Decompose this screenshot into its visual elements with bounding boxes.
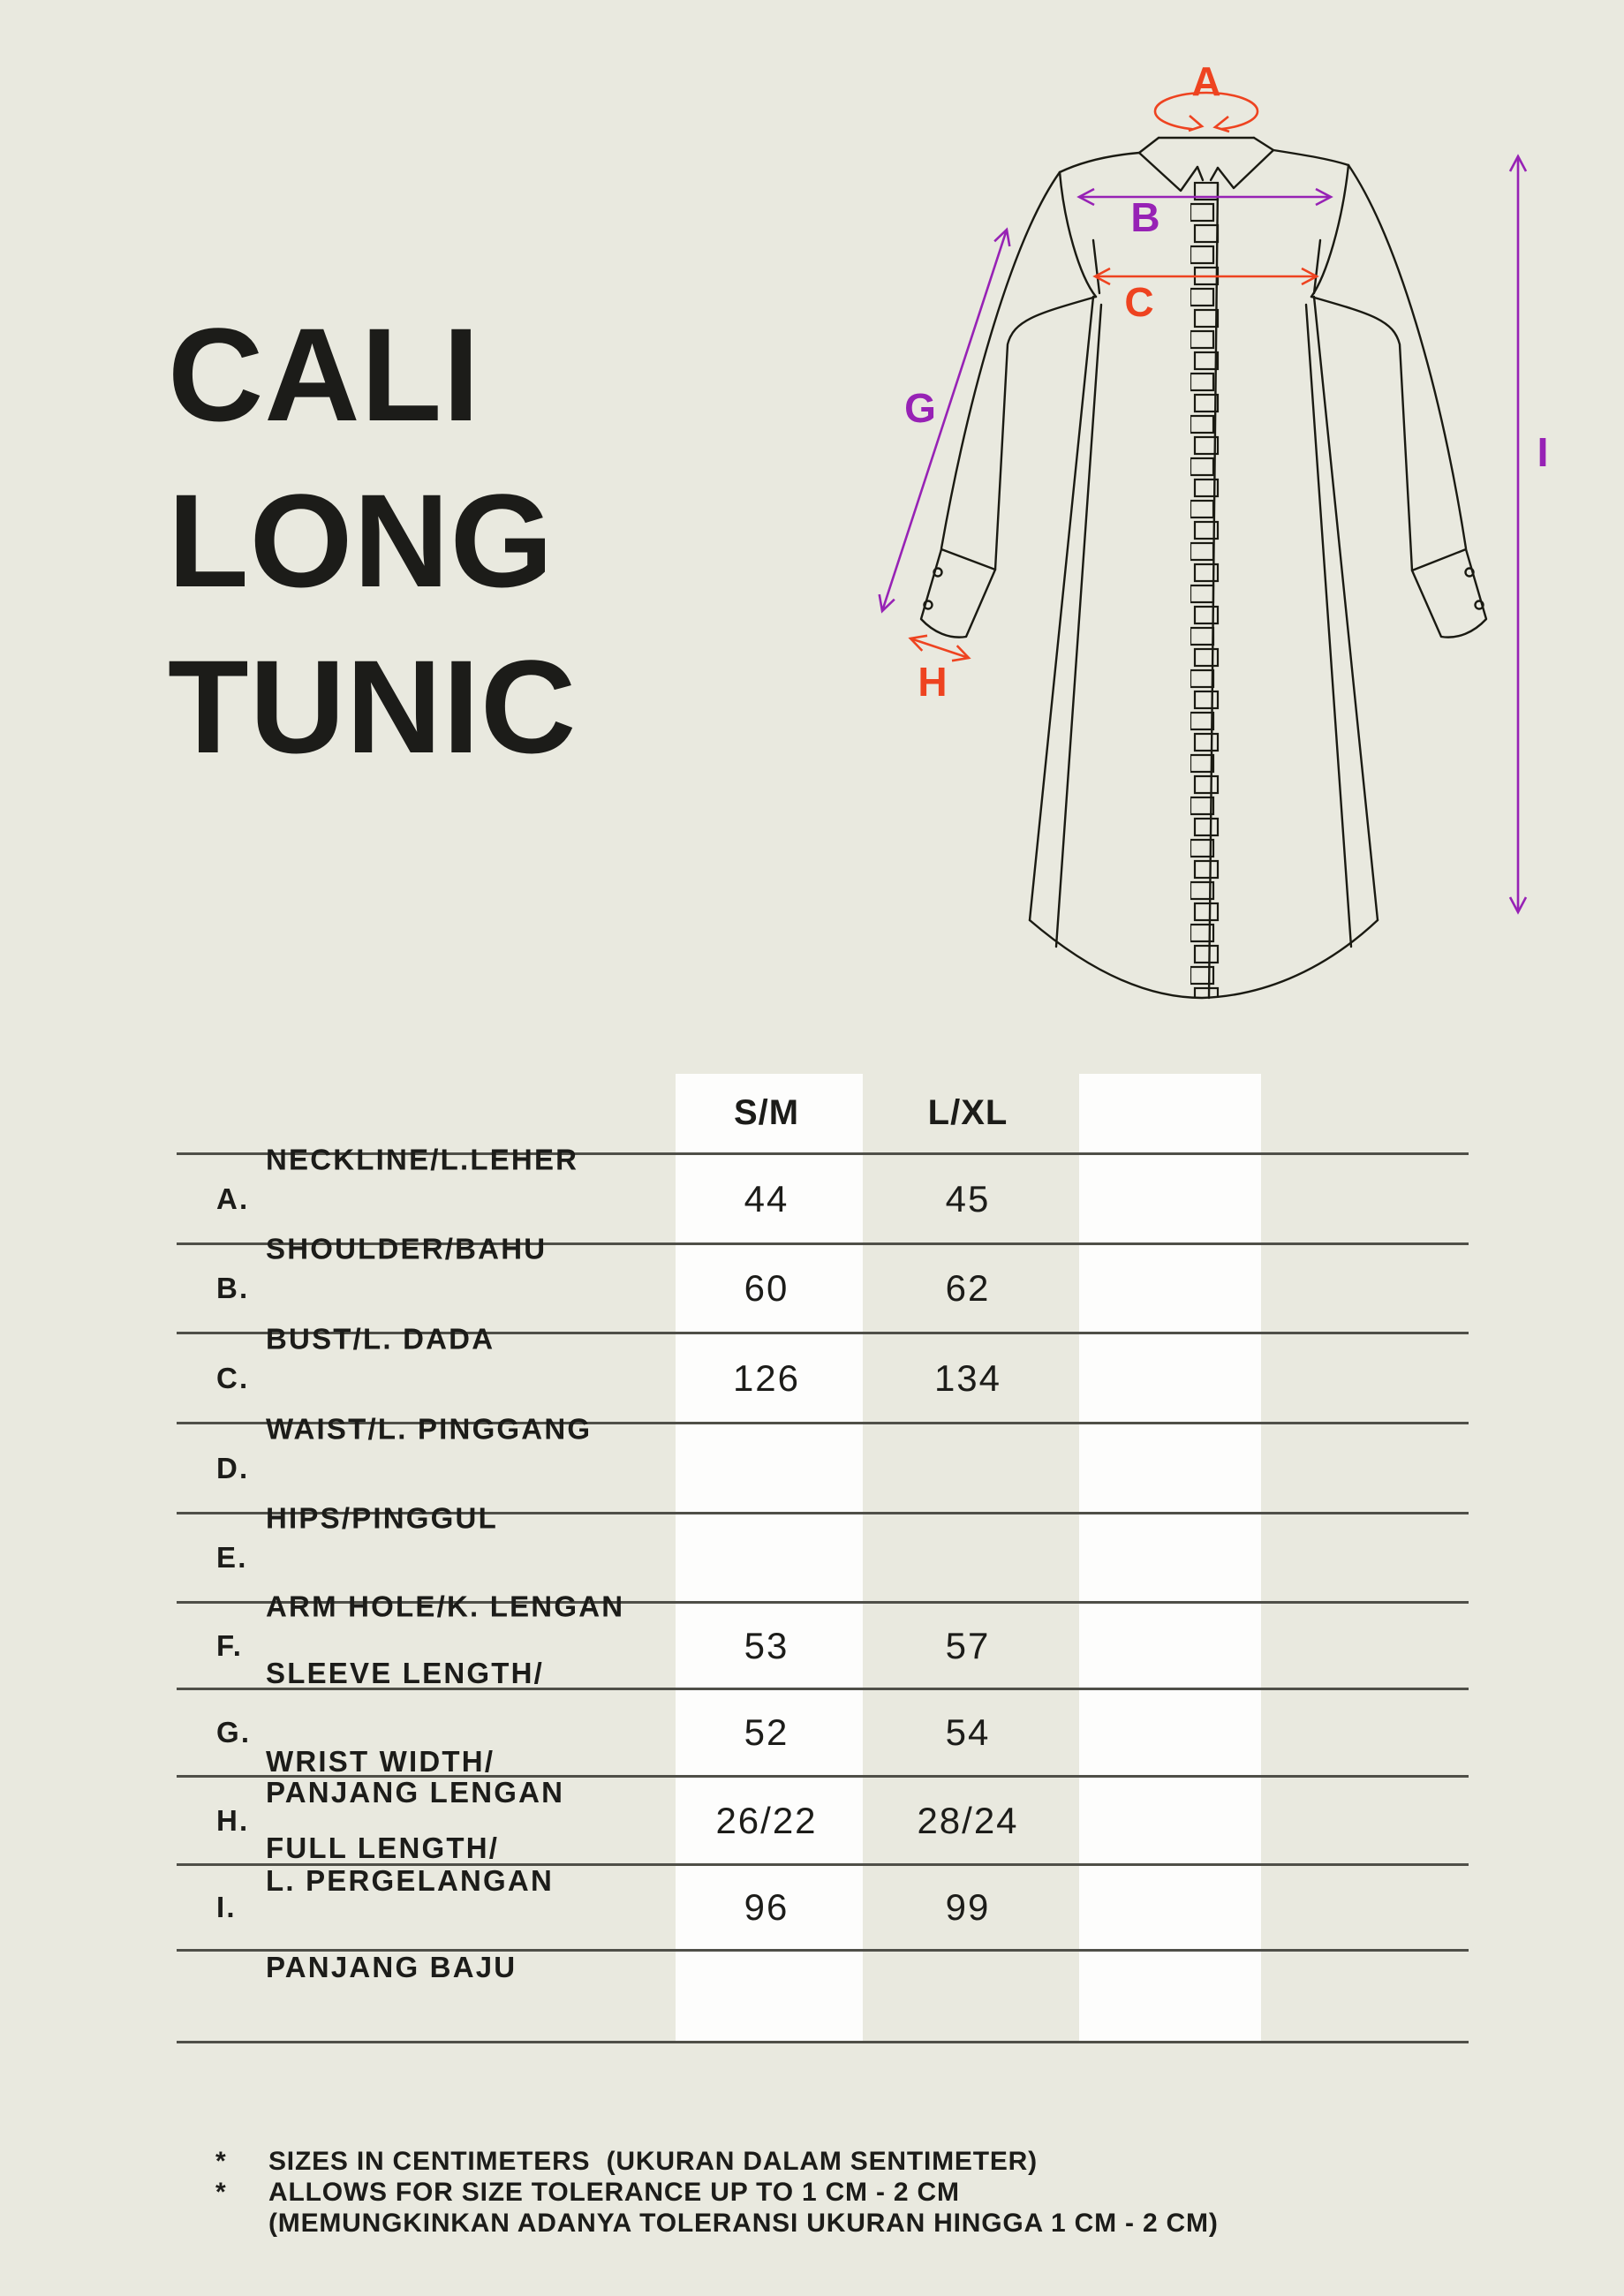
row-label-line1: SLEEVE LENGTH/ <box>266 1657 545 1689</box>
measure-label-i: I <box>1537 429 1549 475</box>
value-lxl: 57 <box>945 1624 991 1666</box>
placket-ruffles <box>1190 181 1220 998</box>
footnote-star <box>215 2208 268 2239</box>
row-label <box>266 1877 346 2116</box>
value-lxl: 28/24 <box>917 1799 1019 1841</box>
table-row <box>177 1832 1469 1983</box>
value-lxl: 62 <box>945 1267 991 1309</box>
measure-label-g: G <box>904 385 936 431</box>
footnote-text: SIZES IN CENTIMETERS (UKURAN DALAM SENTIMETER) <box>268 2147 1038 2176</box>
row-key: H. <box>216 1803 250 1837</box>
row-key: G. <box>216 1716 252 1748</box>
title-line-3: TUNIC <box>168 632 578 781</box>
measure-label-c: C <box>1124 279 1154 325</box>
column-header-sm: S/M <box>733 1093 800 1132</box>
value-lxl: 99 <box>945 1886 991 1928</box>
row-label-line1: NECKLINE/L.LEHER <box>266 1143 579 1175</box>
footnote-star: * <box>215 2178 227 2207</box>
row-key: I. <box>216 1891 237 1923</box>
value-sm: 126 <box>732 1356 801 1399</box>
row-key: F. <box>216 1628 244 1662</box>
footnote-text: ALLOWS FOR SIZE TOLERANCE UP TO 1 CM - 2 CM <box>268 2178 960 2207</box>
garment-diagram <box>0 0 1624 1042</box>
row-label-line1: HIPS/PINGGUL <box>266 1501 498 1535</box>
size-table <box>177 1074 1469 2043</box>
footnote-text: (MEMUNGKINKAN ADANYA TOLERANSI UKURAN HINGGA 1 CM - 2 CM) <box>268 2209 1219 2238</box>
value-lxl: 54 <box>945 1711 991 1753</box>
row-label-line1: BUST/L. DADA <box>266 1322 495 1355</box>
measure-arrow-h <box>910 638 969 658</box>
value-sm: 26/22 <box>715 1799 818 1841</box>
value-sm: 44 <box>744 1177 789 1220</box>
row-label-line1: FULL LENGTH/ <box>266 1832 500 1864</box>
row-key: D. <box>216 1451 250 1484</box>
row-label-line1: ARM HOLE/K. LENGAN <box>266 1590 625 1622</box>
value-sm: 60 <box>744 1267 789 1309</box>
row-label-line2: L. PERGELANGAN <box>266 1863 554 1897</box>
row-label-line1: WRIST WIDTH/ <box>266 1744 495 1778</box>
footnote-star: * <box>215 2147 227 2176</box>
measure-label-h: H <box>918 659 948 705</box>
value-lxl: 45 <box>945 1177 991 1220</box>
measure-labels <box>904 58 1548 705</box>
footnote <box>215 2177 1219 2208</box>
column-header-lxl: L/XL <box>927 1093 1008 1132</box>
measure-label-a: A <box>1191 58 1221 104</box>
row-key: C. <box>216 1361 250 1394</box>
measure-arrow-g <box>882 230 1007 611</box>
value-sm: 53 <box>744 1624 789 1666</box>
row-key: E. <box>216 1541 248 1574</box>
row-label-line1: WAIST/L. PINGGANG <box>266 1412 593 1445</box>
row-key: A. <box>216 1182 250 1215</box>
value-sm: 96 <box>744 1886 789 1928</box>
row-label-line2: PANJANG BAJU <box>266 1951 517 1983</box>
row-label-line1: SHOULDER/BAHU <box>266 1232 548 1265</box>
row-key: B. <box>216 1272 250 1304</box>
footnote <box>215 2208 1219 2239</box>
row-label-line2: PANJANG LENGAN <box>266 1776 565 1809</box>
footnote <box>215 2146 1219 2177</box>
title-line-1: CALI <box>168 300 480 449</box>
title-line-2: LONG <box>168 466 555 615</box>
measure-label-b: B <box>1130 194 1160 240</box>
value-sm: 52 <box>744 1711 789 1753</box>
value-lxl: 134 <box>933 1356 1002 1399</box>
table-row <box>177 1949 1469 2041</box>
footnotes <box>215 2146 1219 2239</box>
